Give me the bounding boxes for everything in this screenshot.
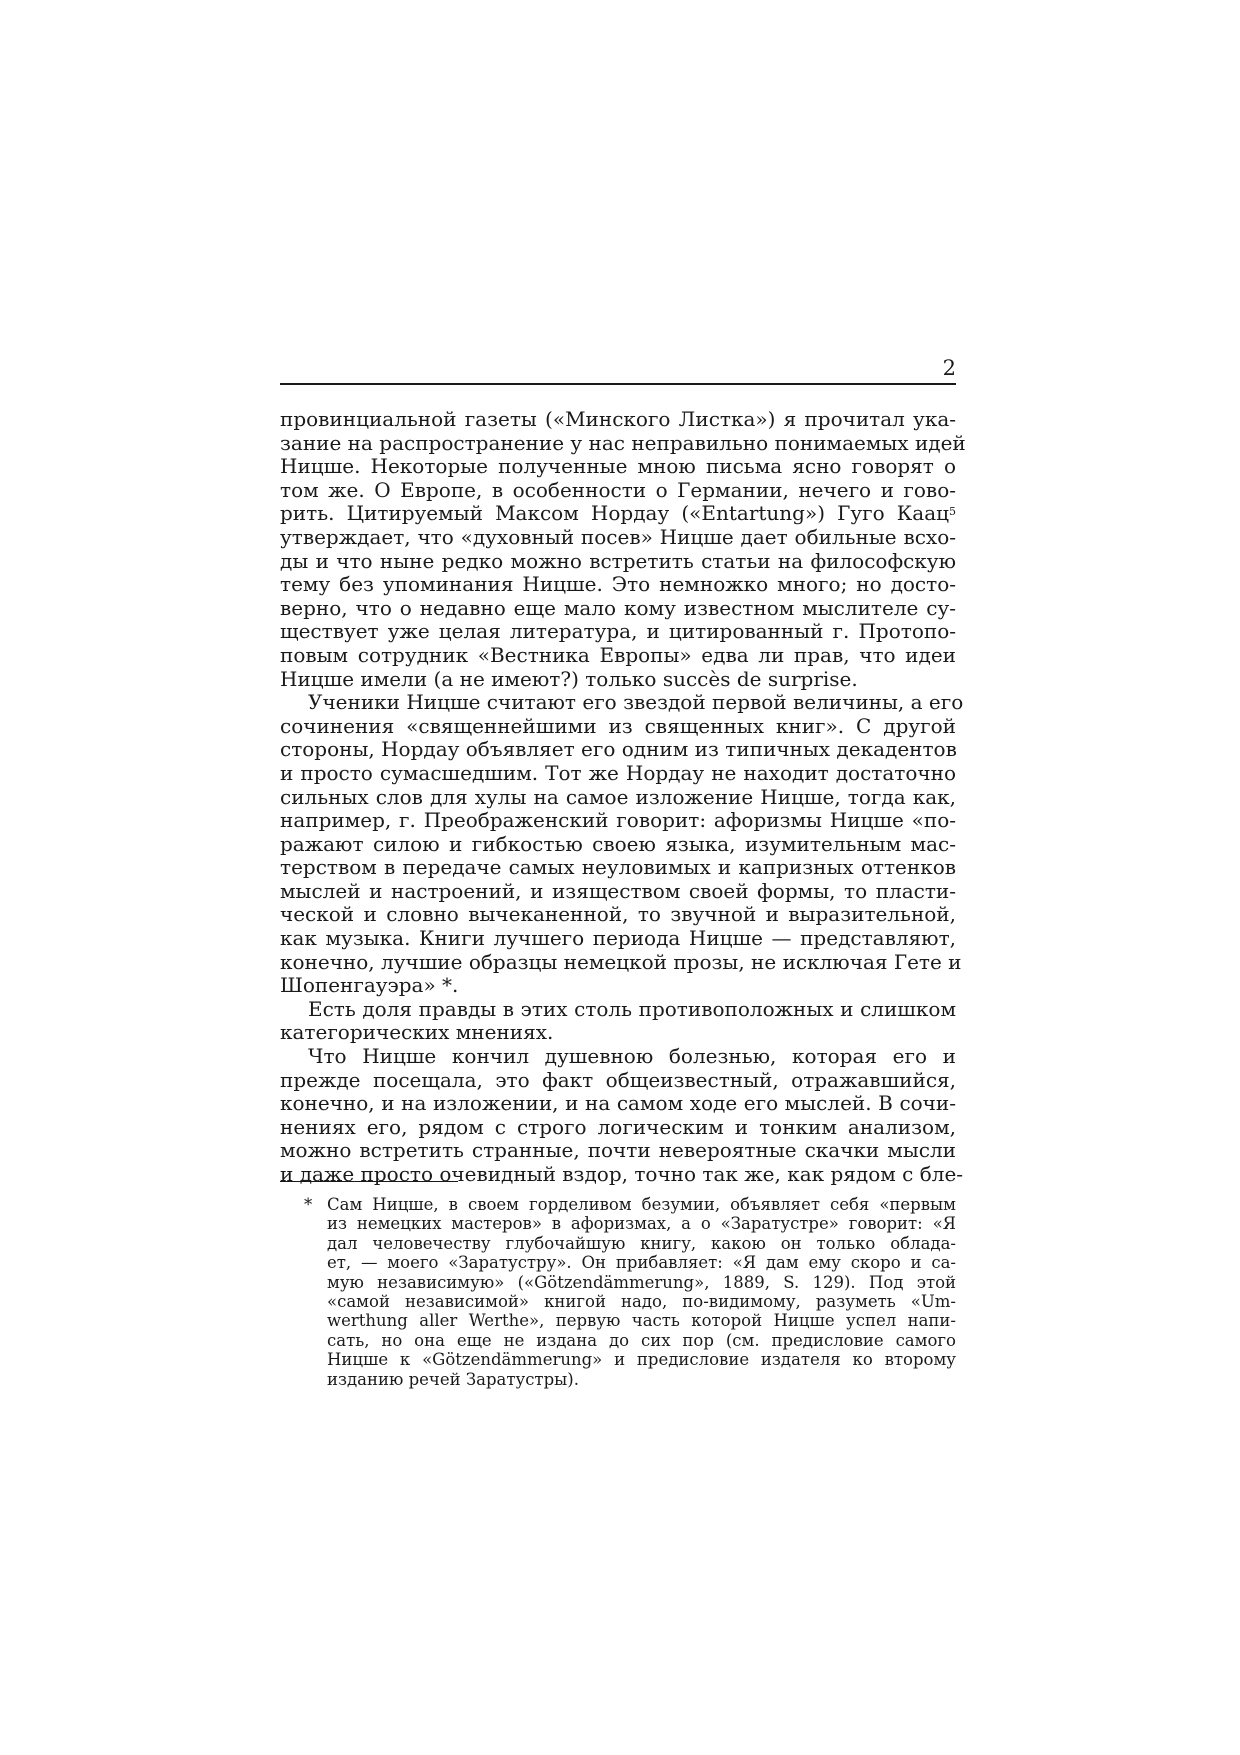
text-line: ществует уже целая литература, и цитированный г. Протопо- [280,619,956,644]
footnote-line: сать, но она еще не издана до сих пор (см. предисловие самого [327,1330,956,1350]
text-line: и даже просто очевидный вздор, точно так же, как рядом с бле- [280,1162,964,1186]
footnote-line: werthung aller Werthe», первую часть которой Ницше успел напи- [327,1311,956,1331]
text-line: категорических мнениях. [280,1020,554,1045]
paragraph-4 [280,1044,964,1187]
paragraph-2 [280,690,964,998]
body-text [280,407,966,1187]
text-line: прежде посещала, это факт общеизвестный, отражавшийся, [280,1067,956,1092]
footnote-rule [280,1181,458,1182]
text-line: нениях его, рядом с строго логическим и тонким анализом, [280,1114,956,1139]
text-line: конечно, лучшие образцы немецкой прозы, не исключая Гете и [280,949,962,974]
footnote-line: «самой независимой» книгой надо, по-видимому, разуметь «Um- [327,1292,956,1312]
footnote-line: изданию речей Заратустры). [327,1369,579,1389]
text-line: Шопенгауэра» *. [280,973,459,998]
footnote [280,1195,956,1389]
footnote-text: Сам Ницше, в своем горделивом безумии, объявляет себя «первым [327,1195,956,1214]
footnote-line: из немецких мастеров» в афоризмах, а о «Заратустре» говорит: «Я [327,1214,956,1234]
text-line: повым сотрудник «Вестника Европы» едва ли прав, что идеи [280,642,956,667]
text-line: зание на распространение у нас неправильно понимаемых идей [280,430,966,455]
paragraph-3 [280,998,956,1045]
text-line: том же. О Европе, в особенности о Германии, нечего и гово- [280,477,956,502]
text-line: Что Ницше кончил душевною болезнью, которая его и [308,1044,956,1069]
footnote-line: ет, — моего «Заратустру». Он прибавляет: «Я дам ему скоро и са- [327,1253,956,1273]
text-line: сильных слов для хулы на самое изложение Ницше, тогда как, [280,784,956,809]
text-line: как музыка. Книги лучшего периода Ницше — представляют, [280,926,956,951]
text-line: и просто сумасшедшим. Тот же Нордау не находит достаточно [280,760,956,785]
text-line: конечно, и на изложении, и на самом ходе его мыслей. В сочи- [280,1091,956,1116]
text-line: рить. Цитируемый Максом Нордау («Entartung») Гуго Каац [280,501,949,526]
text-line: ды и что ныне редко можно встретить статьи на философскую [280,548,956,573]
text-line: утверждает, что «духовный посев» Ницше дает обильные всхо- [280,524,956,549]
page-number: 2 [942,356,956,380]
text-line-with-footnote-ref [280,502,956,526]
text-line: Есть доля правды в этих столь противоположных и слишком [308,996,956,1021]
paragraph-1 [280,407,966,691]
text-line: Ницше имели (а не имеют?) только succès de surprise. [280,666,858,691]
text-line: мыслей и настроений, и изяществом своей формы, то пласти- [280,878,956,903]
footnote-line: Ницше к «Götzendämmerung» и предисловие издателя ко второму [327,1350,956,1370]
text-line: терством в передаче самых неуловимых и капризных оттенков [280,855,956,880]
footnote-reference: 5 [949,505,956,519]
header-rule [280,383,956,385]
text-line: стороны, Нордау объявляет его одним из типичных декадентов [280,737,957,762]
footnote-line: дал человечеству глубочайшую книгу, какою он только облада- [327,1233,956,1253]
text-line: провинциальной газеты («Минского Листка») я прочитал ука- [280,407,956,431]
footnote-line: мую независимую» («Götzendämmerung», 1889, S. 129). Под этой [327,1272,956,1292]
text-line: Ученики Ницше считают его звездой первой величины, а его [308,690,964,715]
text-line: верно, что о недавно еще мало кому известном мыслителе су- [280,595,956,620]
text-line: можно встретить странные, почти невероятные скачки мысли [280,1138,956,1163]
footnote-line [280,1195,956,1214]
text-line: тему без упоминания Ницше. Это немножко много; но досто- [280,572,956,597]
text-line: например, г. Преображенский говорит: афоризмы Ницше «по- [280,808,956,833]
text-line: ражают силою и гибкостью своею языка, изумительным мас- [280,831,956,856]
text-line: ческой и словно вычеканенной, то звучной и выразительной, [280,902,956,927]
text-line: Ницше. Некоторые полученные мною письма ясно говорят о [280,454,956,479]
footnote-marker: * [304,1195,313,1214]
text-line: сочинения «священнейшими из священных книг». С другой [280,713,956,738]
